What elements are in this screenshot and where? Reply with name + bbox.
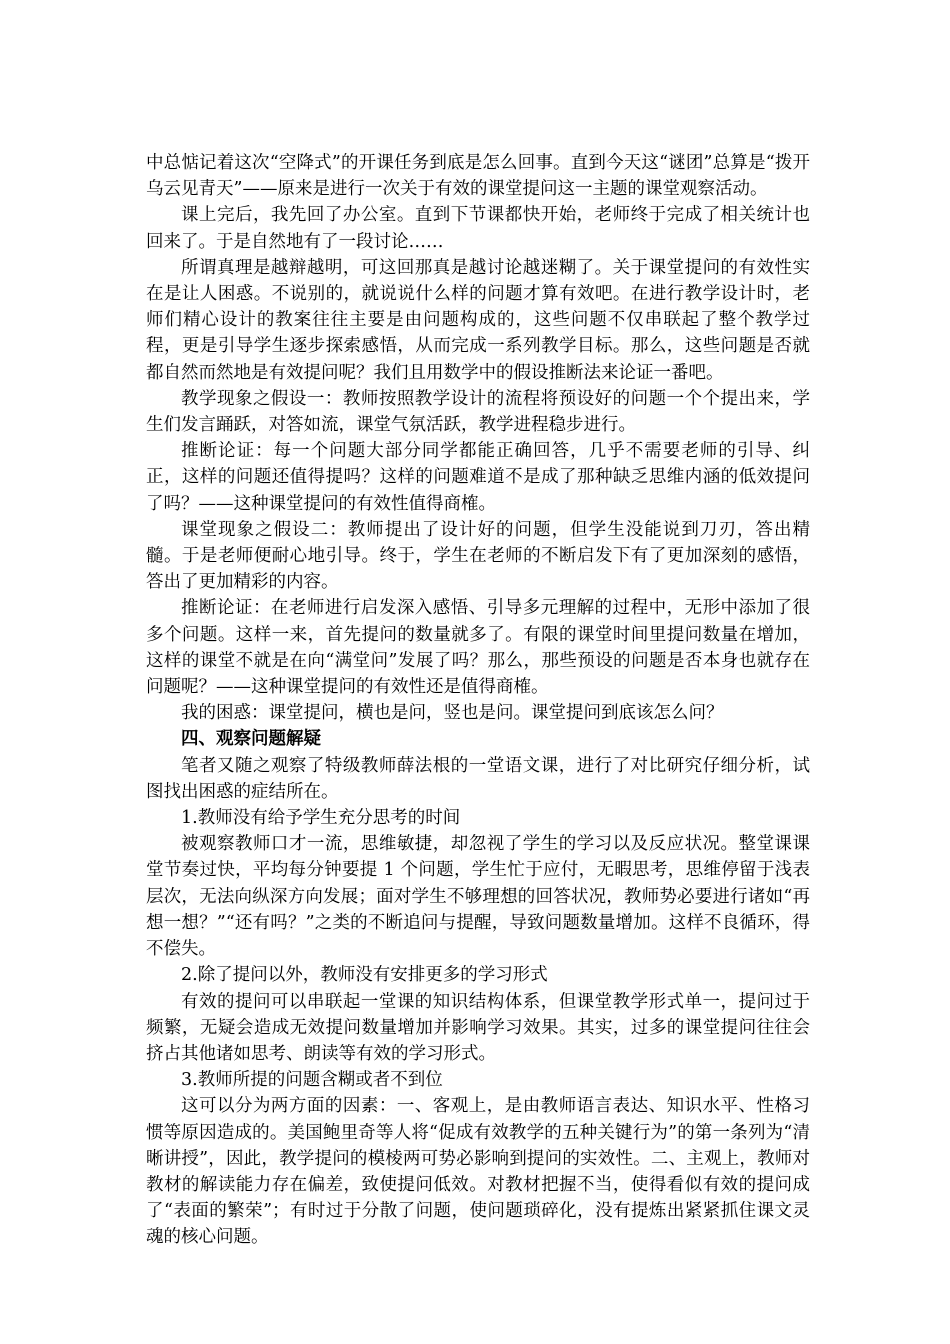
paragraph: 被观察教师口才一流，思维敏捷，却忽视了学生的学习以及反应状况。整堂课课堂节奏过快，平均每分钟要提 1 个问题，学生忙于应付，无暇思考，思维停留于浅表层次，无法向纵深方向发展；面对学生不够理想的回答状况，教师势必要进行诸如“再想一想？”“还有吗？”之类的不断追问与提醒，导致问题数量增加。这样不良循环，得不偿失。 [146,834,810,960]
paragraph: 所谓真理是越辩越明，可这回那真是越讨论越迷糊了。关于课堂提问的有效性实在是让人困惑。不说别的，就说说什么样的问题才算有效吧。在进行教学设计时，老师们精心设计的教案往往主要是由问题构成的，这些问题不仅串联起了整个教学过程，更是引导学生逐步探索感悟，从而完成一系列教学目标。那么，这些问题是否就都自然而然地是有效提问呢？我们且用数学中的假设推断法来论证一番吧。 [146,257,810,383]
subsection-heading: 2.除了提问以外，教师没有安排更多的学习形式 [181,965,548,986]
document-page [146,150,810,1251]
paragraph: 课上完后，我先回了办公室。直到下节课都快开始，老师终于完成了相关统计也回来了。于是自然地有了一段讨论…… [146,205,810,252]
paragraph: 推断论证：在老师进行启发深入感悟、引导多元理解的过程中，无形中添加了很多个问题。这样一来，首先提问的数量就多了。有限的课堂时间里提问数量在增加，这样的课堂不就是在向“满堂问”发展了吗？那么，那些预设的问题是否本身也就存在问题呢？——这种课堂提问的有效性还是值得商榷。 [146,598,810,698]
subsection-heading: 1.教师没有给予学生充分思考的时间 [181,808,461,829]
paragraph: 教学现象之假设一：教师按照教学设计的流程将预设好的问题一个个提出来，学生们发言踊跃，对答如流，课堂气氛活跃，教学进程稳步进行。 [146,388,810,436]
section-heading: 四、观察问题解疑 [181,729,321,750]
paragraph: 我的困惑：课堂提问，横也是问，竖也是问。课堂提问到底该怎么问？ [181,703,724,724]
subsection-heading: 3.教师所提的问题含糊或者不到位 [181,1070,443,1091]
paragraph: 这可以分为两方面的因素：一、客观上，是由教师语言表达、知识水平、性格习惯等原因造成的。美国鲍里奇等人将“促成有效教学的五种关键行为”的第一条列为“清晰讲授”，因此，教学提问的模棱两可势必影响到提问的实效性。二、主观上，教师对教材的解读能力存在偏差，致使提问低效。对教材把握不当，使得看似有效的提问成了“表面的繁荣”；有时过于分散了问题，使问题琐碎化，没有提炼出紧紧抓住课文灵魂的核心问题。 [146,1096,810,1248]
paragraph: 中总惦记着这次“空降式”的开课任务到底是怎么回事。直到今天这“谜团”总算是“拨开乌云见青天”——原来是进行一次关于有效的课堂提问这一主题的课堂观察活动。 [146,153,810,200]
paragraph: 推断论证：每一个问题大部分同学都能正确回答，几乎不需要老师的引导、纠正，这样的问题还值得提吗？这样的问题难道不是成了那种缺乏思维内涵的低效提问了吗？——这种课堂提问的有效性值得商榷。 [146,441,810,514]
paragraph: 有效的提问可以串联起一堂课的知识结构体系，但课堂教学形式单一，提问过于频繁，无疑会造成无效提问数量增加并影响学习效果。其实，过多的课堂提问往往会挤占其他诸如思考、朗读等有效的学习形式。 [146,991,810,1064]
paragraph: 笔者又随之观察了特级教师薛法根的一堂语文课，进行了对比研究仔细分析，试图找出困惑的症结所在。 [146,755,810,802]
paragraph: 课堂现象之假设二：教师提出了设计好的问题，但学生没能说到刀刃，答出精髓。于是老师便耐心地引导。终于，学生在老师的不断启发下有了更加深刻的感悟，答出了更加精彩的内容。 [146,519,810,593]
